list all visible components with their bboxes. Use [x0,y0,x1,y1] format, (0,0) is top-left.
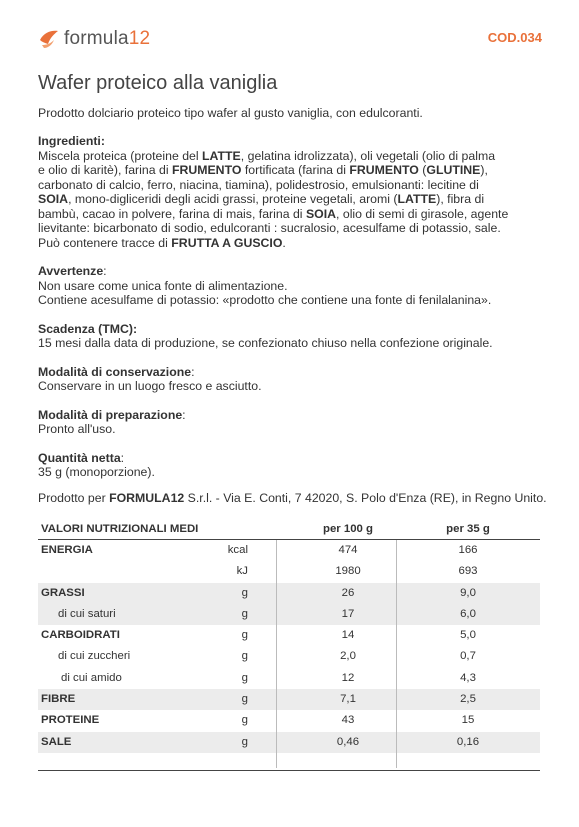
allergen: LATTE [202,148,241,163]
table-row [38,689,540,710]
nutrition-table-header [38,520,540,540]
text-line: Conservare in un luogo fresco e asciutto. [38,379,262,393]
nutrient-name: di cui zuccheri [58,650,131,663]
text-line: e olio di karitè), farina di FRUMENTO fortificata (farina di FRUMENTO (GLUTINE), [38,163,488,177]
page-title: Wafer proteico alla vaniglia [38,72,278,94]
nutrition-table [38,520,540,753]
nutrition-rows [38,540,540,753]
allergen: FRUMENTO [171,163,242,177]
value-per35: 166 [458,544,478,556]
nutrient-unit: g [241,671,248,684]
value-per100: 2,0 [340,650,356,663]
section-body [38,149,542,251]
section-expiry [38,322,542,351]
table-row [38,561,540,582]
text-line: 15 mesi dalla data di produzione, se confezionato chiuso nella confezione originale. [38,336,493,350]
table-row [38,625,540,646]
allergen: FRUTTA A GUSCIO [171,235,283,250]
logo-wordmark: formula12 [64,28,151,49]
nutrient-unit: g [241,735,248,748]
nutrient-unit: g [241,586,248,599]
table-row [38,604,540,625]
allergen: GLUTINE [426,163,481,177]
leaf-logo-icon [38,28,60,50]
allergen: LATTE [397,192,437,206]
value-per100: 7,1 [340,693,356,706]
value-per35: 693 [458,565,478,578]
value-per100: 43 [341,714,355,727]
section-preparation [38,408,542,437]
section-body [38,279,542,308]
value-per35: 5,0 [460,629,476,642]
header-name: VALORI NUTRIZIONALI MEDI [41,523,199,535]
table-row [38,710,540,731]
column-divider [276,540,277,768]
header [38,22,542,56]
nutrient-name: FIBRE [41,693,76,706]
section-title: Modalità di preparazione: [38,407,186,422]
text-line: Contiene acesulfame di potassio: «prodotto che contiene una fonte di fenilalanina». [38,293,492,307]
producer-info: Prodotto per FORMULA12 S.r.l. - Via E. Conti, 7 42020, S. Polo d'Enza (RE), in Regno Unito. [38,491,547,505]
table-row [38,646,540,667]
text-line: bambù, cacao in polvere, farina di mais, farina di SOIA, olio di semi di girasole, agente [38,206,509,221]
section-warnings [38,264,542,308]
section-storage [38,365,542,394]
value-per35: 0,16 [456,735,480,748]
text-line: SOIA, mono-digliceridi degli acidi grassi, proteine vegetali, aromi (LATTE), fibra di [38,192,485,206]
nutrient-unit: g [241,650,248,663]
text-line: Pronto all'uso. [38,422,116,436]
header-per35: per 35 g [446,523,490,535]
value-per100: 474 [338,544,358,556]
nutrient-unit: kJ [236,565,248,578]
section-body [38,465,542,480]
nutrient-unit: kcal [227,544,248,556]
nutrient-unit: g [241,693,248,706]
nutrient-unit: g [241,607,248,620]
table-bottom-rule [38,770,540,771]
value-per100: 14 [341,629,355,642]
nutrient-name: SALE [41,735,72,748]
value-per100: 26 [341,586,355,599]
value-per35: 9,0 [460,586,476,599]
nutrient-name: CARBOIDRATI [41,629,120,642]
nutrient-name: di cui saturi [58,607,116,620]
value-per100: 0,46 [336,735,360,748]
section-body [38,422,542,437]
allergen: SOIA [38,192,69,206]
text-line: Può contenere tracce di FRUTTA A GUSCIO. [38,235,286,250]
value-per100: 12 [341,671,355,684]
column-divider [396,540,397,768]
text-line: carbonato di calcio, ferro, niacina, tiamina), polidestrosio, emulsionanti: lecitine di [38,177,479,192]
nutrient-name: PROTEINE [41,714,100,727]
section-body [38,336,542,351]
table-row [38,668,540,689]
value-per35: 15 [461,714,475,727]
allergen: SOIA [305,206,337,221]
value-per35: 6,0 [460,607,476,620]
nutrient-name: GRASSI [41,586,85,599]
section-quantity [38,451,542,480]
value-per100: 17 [341,607,355,620]
section-title: Scadenza (TMC): [38,321,138,336]
product-description: Prodotto dolciario proteico tipo wafer al gusto vaniglia, con edulcoranti. [38,106,423,120]
nutrient-name: ENERGIA [41,544,93,556]
value-per35: 2,5 [460,693,476,706]
value-per100: 1980 [335,565,361,578]
text-line: Miscela proteica (proteine del LATTE, gelatina idrolizzata), oli vegetali (olio di palma [38,148,496,163]
text-line: lievitante: bicarbonato di sodio, edulcoranti : sucralosio, acesulfame di potassio, sale. [38,221,501,235]
section-title: Ingredienti: [38,134,105,148]
table-row [38,583,540,604]
section-title: Quantità netta: [38,450,125,465]
table-row [38,540,540,561]
brand-logo [38,22,150,56]
allergen: FRUMENTO [349,163,419,177]
product-info [38,134,542,494]
section-body [38,379,542,394]
value-per35: 4,3 [460,671,476,684]
nutrient-name: di cui amido [61,671,122,684]
table-row [38,732,540,753]
header-per100: per 100 g [322,523,374,535]
text-line: 35 g (monoporzione). [38,465,155,479]
value-per35: 0,7 [460,650,476,663]
nutrient-unit: g [241,629,248,642]
section-ingredients [38,134,542,250]
section-title: Avvertenze: [38,264,107,278]
section-title: Modalità di conservazione: [38,364,195,379]
nutrient-unit: g [241,714,248,727]
text-line: Non usare come unica fonte di alimentazione. [38,278,288,293]
product-code: COD.034 [487,30,542,45]
